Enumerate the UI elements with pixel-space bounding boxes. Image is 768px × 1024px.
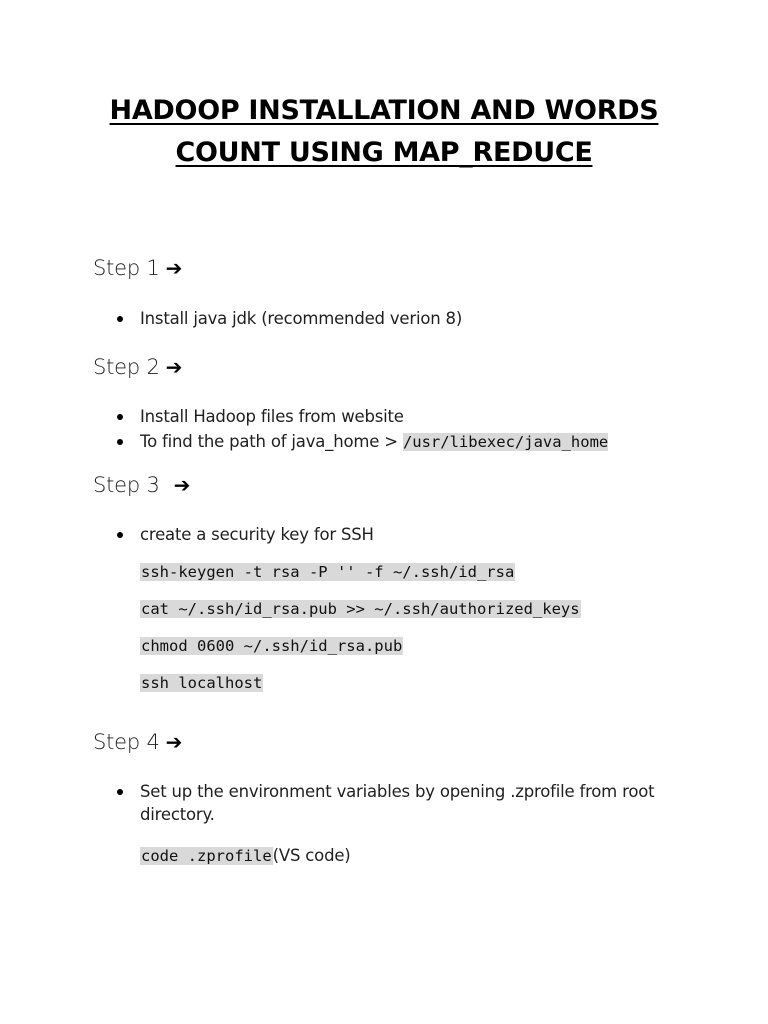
- list-item: Install Hadoop files from website: [140, 407, 404, 426]
- right-arrow-icon: ➔: [165, 355, 183, 379]
- list-item: Set up the environment variables by opening .zprofile from root directory.: [140, 780, 680, 826]
- list-item: To find the path of java_home > /usr/libexec/java_home: [140, 430, 608, 454]
- code-line: cat ~/.ssh/id_rsa.pub >> ~/.ssh/authorized_keys: [141, 600, 580, 618]
- step-label: Step 1: [93, 256, 160, 280]
- step-label: Step 2: [93, 355, 160, 379]
- right-arrow-icon: ➔: [165, 256, 183, 280]
- step-label: Step 3: [93, 473, 160, 497]
- step-2-heading: [93, 355, 182, 379]
- step-4-heading: [93, 730, 182, 754]
- page-title: [60, 90, 708, 174]
- step-label: Step 4: [93, 730, 160, 754]
- code-line: code .zprofile(VS code): [141, 846, 351, 865]
- step-3-heading: [93, 473, 190, 497]
- code-line: chmod 0600 ~/.ssh/id_rsa.pub: [141, 637, 403, 655]
- title-line-2: COUNT USING MAP_REDUCE: [175, 137, 593, 168]
- code-line: ssh localhost: [141, 674, 263, 692]
- right-arrow-icon: ➔: [173, 473, 191, 497]
- title-line-1: HADOOP INSTALLATION AND WORDS: [109, 95, 659, 126]
- right-arrow-icon: ➔: [165, 730, 183, 754]
- java-home-path-code: /usr/libexec/java_home: [402, 433, 609, 451]
- list-item: create a security key for SSH: [140, 525, 374, 544]
- step-1-heading: [93, 256, 182, 280]
- code-line: ssh-keygen -t rsa -P '' -f ~/.ssh/id_rsa: [141, 563, 515, 581]
- list-item: Install java jdk (recommended verion 8): [140, 309, 463, 328]
- code-line-suffix: (VS code): [272, 846, 351, 865]
